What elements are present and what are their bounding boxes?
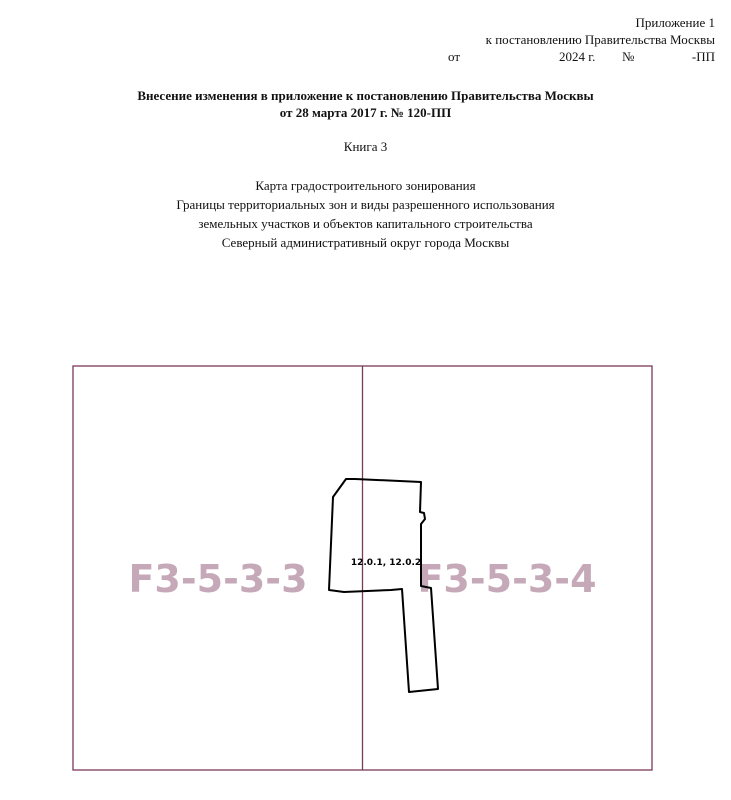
land-plot-outline xyxy=(329,479,438,692)
appendix-suffix: -ПП xyxy=(691,49,715,64)
sheet-label-right: F3-5-3-4 xyxy=(417,557,597,601)
map-caption-line3: земельных участков и объектов капитального строительства xyxy=(198,216,533,231)
map-caption-line2: Границы территориальных зон и виды разрешенного использования xyxy=(176,197,555,212)
appendix-line2: к постановлению Правительства Москвы xyxy=(485,32,715,47)
appendix-number-sign: № xyxy=(622,49,635,64)
appendix-year: 2024 г. xyxy=(559,49,596,64)
appendix-from: от xyxy=(448,49,461,64)
sheet-label-left: F3-5-3-3 xyxy=(128,557,308,601)
title-line1: Внесение изменения в приложение к постановлению Правительства Москвы xyxy=(137,88,594,103)
title-line2: от 28 марта 2017 г. № 120-ПП xyxy=(279,105,452,120)
book-label: Книга 3 xyxy=(343,139,388,154)
plot-use-code-label: 12.0.1, 12.0.2 xyxy=(350,558,422,568)
map-caption-line1: Карта градостроительного зонирования xyxy=(255,178,476,193)
appendix-line1: Приложение 1 xyxy=(635,15,715,30)
map-caption-line4: Северный административный округ города Москвы xyxy=(221,235,510,250)
